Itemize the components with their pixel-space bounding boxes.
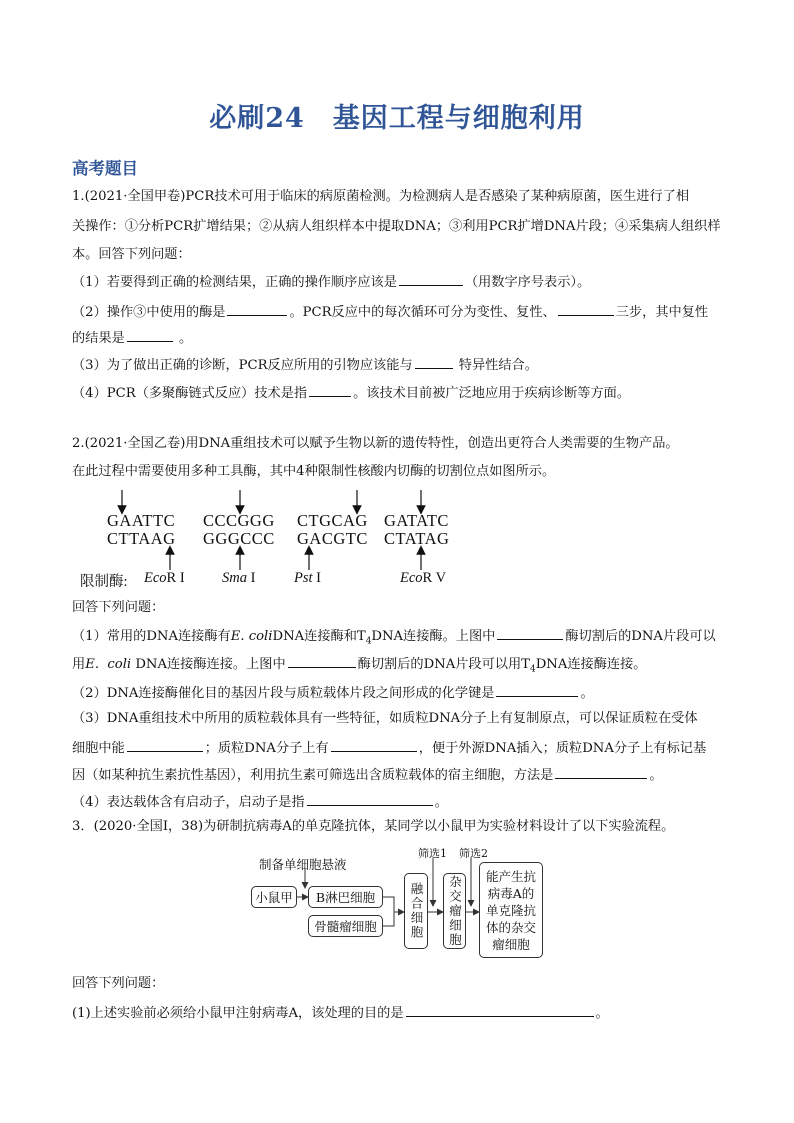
q2-sub1-cont (72, 654, 646, 679)
q1-sub2-text-mid: 。PCR反应中的每次循环可分为变性、复性、 (289, 305, 556, 320)
answer-blank[interactable] (555, 765, 647, 779)
q1-sub2-cont (72, 328, 192, 348)
enzyme-ecori-rest: R I (166, 570, 185, 586)
q1-line3: 本。回答下列问题： (72, 247, 191, 262)
q2-sub4-end: 。 (434, 795, 448, 810)
q3-line1: 3．(2020·全国Ⅰ，38)为研制抗病毒A的单克隆抗体，某同学以小鼠甲为实验材料设计了以下实验流程。 (72, 819, 675, 834)
q3-sub1 (72, 1003, 609, 1023)
section-heading: 高考题目 (72, 159, 138, 178)
q2-sub1-text-b: DNA连接酶和T (272, 629, 366, 644)
q2-sub2-text: （2）DNA连接酶催化目的基因片段与质粒载体片段之间形成的化学键是 (72, 686, 495, 701)
q2-sub1-cont-d: DNA连接酶连接。 (535, 657, 647, 672)
prep-label: 制备单细胞悬液 (259, 857, 347, 872)
fused-box: 融合细胞 (404, 873, 428, 949)
q2-sub1-text: （1）常用的DNA连接酶有 (72, 629, 231, 644)
q2-line1: 2.(2021·全国乙卷)用DNA重组技术可以赋予生物以新的遗传特性，创造出更符合人类需要的生物产品。 (72, 436, 679, 451)
q3-sub1-text: (1)上述实验前必须给小鼠甲注射病毒A，该处理的目的是 (72, 1006, 404, 1021)
q2-sub1-cont-a: 用 (72, 657, 86, 672)
q2-sub2 (72, 683, 594, 703)
q2-sub1 (72, 626, 716, 651)
q2-ecoli: E. coli (230, 629, 273, 644)
enzyme-ecorv (400, 570, 446, 587)
q2-sub3-c: ；质粒DNA分子上有 (204, 741, 329, 756)
myeloma-box: 骨髓瘤细胞 (308, 915, 383, 937)
q1-sub2-text: （2）操作③中使用的酶是 (72, 305, 226, 320)
seq-top-psti: CTGCAG (297, 511, 368, 530)
enzyme-ecori-italic: Eco (144, 570, 167, 586)
bcell-box: B淋巴细胞 (308, 886, 383, 908)
result-box (479, 862, 543, 958)
q1-line2: 关操作：①分析PCR扩增结果；②从病人组织样本中提取DNA；③利用PCR扩增DNA片段；④采集病人组织样 (72, 219, 721, 234)
enzyme-psti-italic: Pst (294, 570, 313, 586)
q2-sub4-text: （4）表达载体含有启动子，启动子是指 (72, 795, 305, 810)
q1-line1: 1.(2021·全国甲卷)PCR技术可用于临床的病原菌检测。为检测病人是否感染了某种病原菌，医生进行了相 (72, 189, 690, 204)
enzyme-ecorv-rest: R V (422, 570, 447, 586)
result-line: 体的杂交 (485, 919, 536, 935)
q1-sub1-text: （1）若要得到正确的检测结果，正确的操作顺序应该是 (72, 275, 397, 290)
screen1-label: 筛选1 (418, 847, 447, 860)
q2-ecoli-2: E. coli (85, 657, 132, 672)
seq-bottom-ecorv: CTATAG (384, 529, 450, 548)
q2-sub1-text-c: DNA连接酶。上图中 (371, 629, 496, 644)
enzyme-smai-rest: I (246, 570, 256, 586)
result-line: 病毒A的 (487, 885, 535, 901)
q2-line2: 在此过程中需要使用多种工具酶，其中4种限制性核酸内切酶的切割位点如图所示。 (72, 464, 556, 479)
answer-blank[interactable] (331, 738, 417, 752)
q1-sub4 (72, 383, 630, 403)
result-line: 瘤细胞 (492, 936, 530, 952)
enzyme-label: 限制酶: (80, 574, 128, 590)
answer-blank[interactable] (497, 626, 563, 640)
q1-sub2-cont-text: 的结果是 (72, 331, 125, 346)
enzyme-ecorv-italic: Eco (400, 570, 423, 586)
enzyme-psti (294, 570, 321, 587)
answer-blank[interactable] (496, 683, 578, 697)
to-fused-connector (383, 897, 394, 926)
q2-sub3: （3）DNA重组技术中所用的质粒载体具有一些特征，如质粒DNA分子上有复制原点，可以保证质粒在受体 (72, 711, 698, 726)
answer-blank[interactable] (127, 328, 173, 342)
seq-bottom-psti: GACGTC (297, 529, 368, 548)
seq-top-ecorv: GATATC (384, 511, 449, 530)
seq-bottom-smai: GGGCCC (203, 529, 275, 548)
q2-sub1-text-d: 酶切割后的DNA片段可以 (565, 629, 716, 644)
mouse-box: 小鼠甲 (251, 886, 297, 908)
q2-sub-4: 4 (365, 636, 372, 647)
q2-sub2-end: 。 (580, 686, 594, 701)
q1-sub4-text: （4）PCR（多聚酶链式反应）技术是指 (72, 386, 308, 401)
q2-sub1-cont-c: 酶切割后的DNA片段可以用T (357, 657, 530, 672)
result-line: 单克隆抗 (485, 902, 536, 918)
answer-blank[interactable] (399, 272, 463, 286)
q3-sub1-end: 。 (595, 1006, 609, 1021)
q2-sub3-cont (72, 738, 706, 758)
answer-blank[interactable] (558, 302, 614, 316)
answer-blank[interactable] (127, 738, 203, 752)
q1-sub2-cont-end: 。 (178, 331, 193, 346)
q2-sub4 (72, 792, 448, 812)
q1-sub3-text: （3）为了做出正确的诊断，PCR反应所用的引物应该能与 (72, 358, 413, 373)
q2-sub3-cont2 (72, 765, 663, 785)
answer-blank[interactable] (307, 792, 433, 806)
enzyme-ecori (144, 570, 185, 587)
seq-top-ecori: GAATTC (107, 511, 176, 530)
q1-sub1-text-end: （用数字序号表示）。 (464, 275, 591, 290)
q1-sub3-text-end: 特异性结合。 (458, 358, 538, 373)
q2-sub-4b: 4 (529, 664, 536, 675)
answer-blank[interactable] (309, 383, 351, 397)
enzyme-smai-italic: Sma (222, 570, 247, 586)
q1-sub4-text-end: 。该技术目前被广泛地应用于疾病诊断等方面。 (353, 386, 631, 401)
q3-answer-intro: 回答下列问题： (72, 976, 165, 991)
answer-blank[interactable] (288, 654, 356, 668)
q1-sub2 (72, 302, 708, 322)
q2-answer-intro: 回答下列问题： (72, 600, 165, 615)
q2-sub3-b: 细胞中能 (72, 741, 125, 756)
seq-bottom-ecori: CTTAAG (107, 529, 176, 548)
q1-sub2-text-end: 三步，其中复性 (615, 305, 709, 320)
q1-sub3 (72, 355, 538, 375)
enzyme-psti-rest: I (312, 570, 321, 586)
page-title: 必刷24 基因工程与细胞利用 (209, 103, 585, 134)
screen2-label: 筛选2 (459, 847, 488, 860)
q2-sub3-e: 因（如某种抗生素抗性基因），利用抗生素可筛选出含质粒载体的宿主细胞，方法是 (72, 768, 554, 783)
seq-top-smai: CCCGGG (203, 511, 275, 530)
answer-blank[interactable] (227, 302, 287, 316)
q2-sub3-f: 。 (649, 768, 663, 783)
hybrid-box: 杂交瘤细胞 (443, 873, 466, 949)
enzyme-smai (222, 570, 255, 587)
answer-blank[interactable] (406, 1003, 594, 1017)
q1-sub1 (72, 272, 590, 292)
q2-sub3-d: ，便于外源DNA插入；质粒DNA分子上有标记基 (418, 741, 707, 756)
q2-sub1-cont-b: DNA连接酶连接。上图中 (131, 657, 286, 672)
answer-blank[interactable] (415, 355, 453, 369)
result-line: 能产生抗 (485, 868, 536, 884)
